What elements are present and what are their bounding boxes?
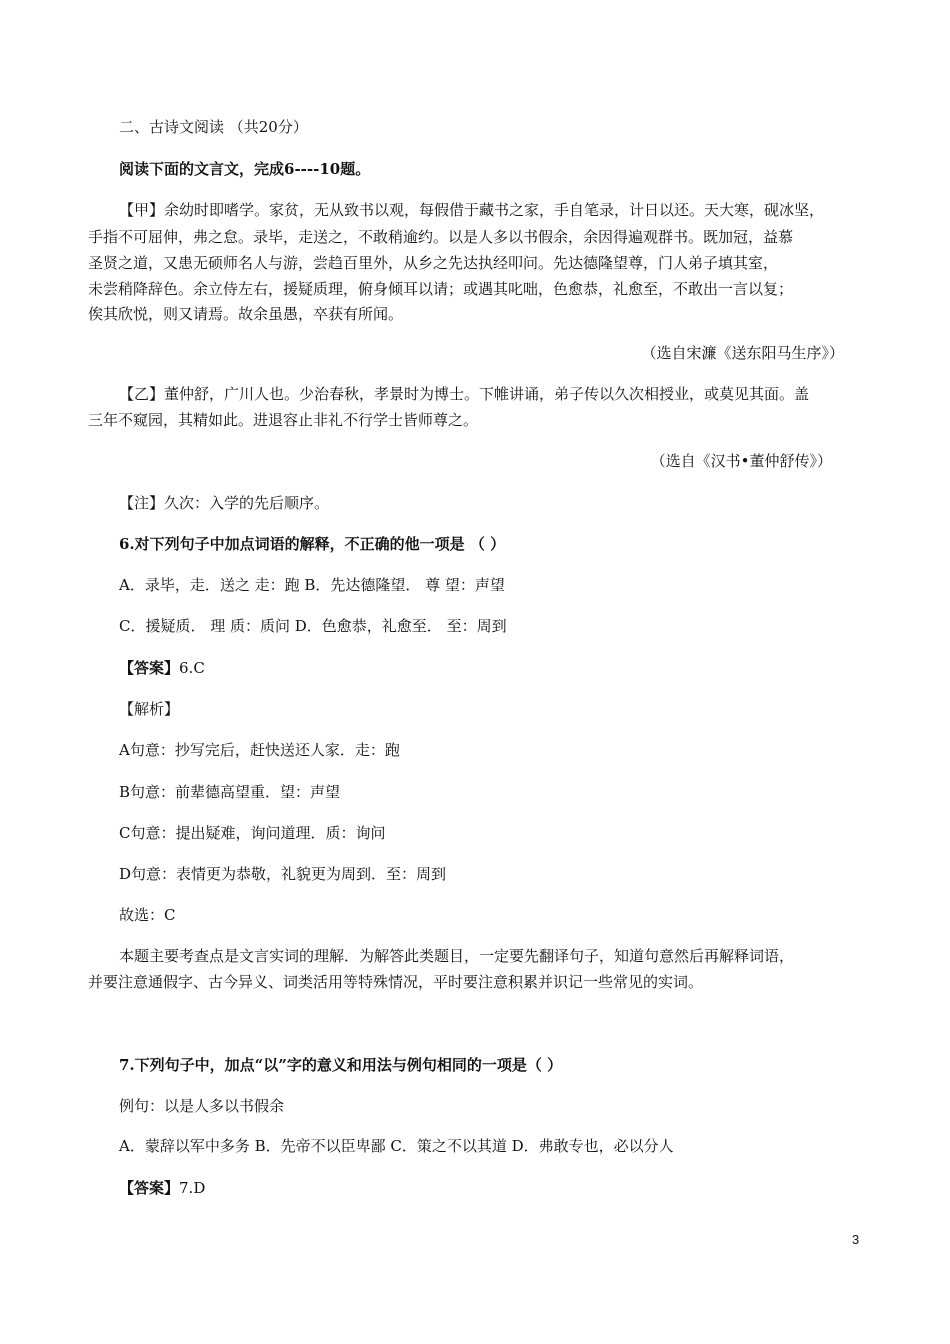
page-number: 3: [852, 1232, 860, 1247]
question-7-stem: 7.下列句子中，加点“以”字的意义和用法与例句相同的一项是（ ）: [119, 1056, 563, 1074]
question-6-answer: [119, 658, 205, 678]
source-citation-yi: （选自《汉书•董仲舒传》）: [650, 452, 832, 470]
analysis-line: C句意：提出疑难，询问道理．质：询问: [119, 824, 386, 842]
source-citation-jia: （选自宋濂《送东阳马生序》）: [641, 344, 844, 362]
question-7-example: 例句：以是人多以书假余: [119, 1097, 285, 1115]
note: 【注】久次：入学的先后顺序。: [119, 494, 330, 512]
question-7-answer: [119, 1178, 205, 1198]
answer-label: 【答案】: [119, 1179, 180, 1197]
passage-yi-line: 【乙】董仲舒，广川人也。少治春秋，孝景时为博士。下帷讲诵，弟子传以久次相授业，或莫见其面。盖: [119, 385, 810, 403]
passage-yi-line: 三年不窥园，其精如此。进退容止非礼不行学士皆师尊之。: [88, 411, 479, 429]
summary-line: 并要注意通假字、古今异义、词类活用等特殊情况，平时要注意积累并识记一些常见的实词。: [88, 973, 704, 991]
instruction: 阅读下面的文言文，完成6----10题。: [119, 160, 371, 178]
analysis-conclusion: 故选：C: [119, 906, 176, 924]
passage-jia-line: 俟其欣悦，则又请焉。故余虽愚，卒获有所闻。: [88, 305, 404, 323]
passage-jia-line: 【甲】余幼时即嗜学。家贫，无从致书以观，每假借于藏书之家，手自笔录，计日以还。天大寒，砚冰坚，: [119, 201, 825, 219]
passage-jia-line: 手指不可屈伸，弗之怠。录毕，走送之，不敢稍逾约。以是人多以书假余，余因得遍观群书。既加冠，益慕: [88, 228, 794, 246]
passage-jia-line: 圣贤之道，又患无硕师名人与游，尝趋百里外，从乡之先达执经叩问。先达德隆望尊，门人弟子填其室，: [88, 254, 779, 272]
answer-value: 6.C: [179, 659, 205, 677]
answer-value: 7.D: [179, 1179, 206, 1197]
analysis-line: A句意：抄写完后，赶快送还人家．走：跑: [119, 741, 400, 759]
question-6-options-cd: C．援疑质． 理 质：质问 D．色愈恭，礼愈至． 至：周到: [119, 617, 507, 635]
section-title: 二、古诗文阅读 （共20分）: [119, 118, 308, 136]
summary-line: 本题主要考查点是文言实词的理解．为解答此类题目，一定要先翻译句子，知道句意然后再解释词语，: [119, 947, 795, 965]
analysis-label: 【解析】: [119, 700, 180, 718]
question-6-stem: 6.对下列句子中加点词语的解释，不正确的他一项是 （ ）: [119, 535, 506, 553]
question-6-options-ab: A．录毕，走．送之 走：跑 B．先达德隆望． 尊 望：声望: [119, 576, 505, 594]
question-7-options: A．蒙辞以军中多务 B．先帝不以臣卑鄙 C．策之不以其道 D．弗敢专也，必以分人: [119, 1137, 674, 1155]
analysis-line: B句意：前辈德高望重．望：声望: [119, 783, 341, 801]
analysis-line: D句意：表情更为恭敬，礼貌更为周到．至：周到: [119, 865, 447, 883]
passage-jia-line: 未尝稍降辞色。余立侍左右，援疑质理，俯身倾耳以请；或遇其叱咄，色愈恭，礼愈至，不敢出一言以复；: [88, 280, 794, 298]
answer-label: 【答案】: [119, 659, 180, 677]
